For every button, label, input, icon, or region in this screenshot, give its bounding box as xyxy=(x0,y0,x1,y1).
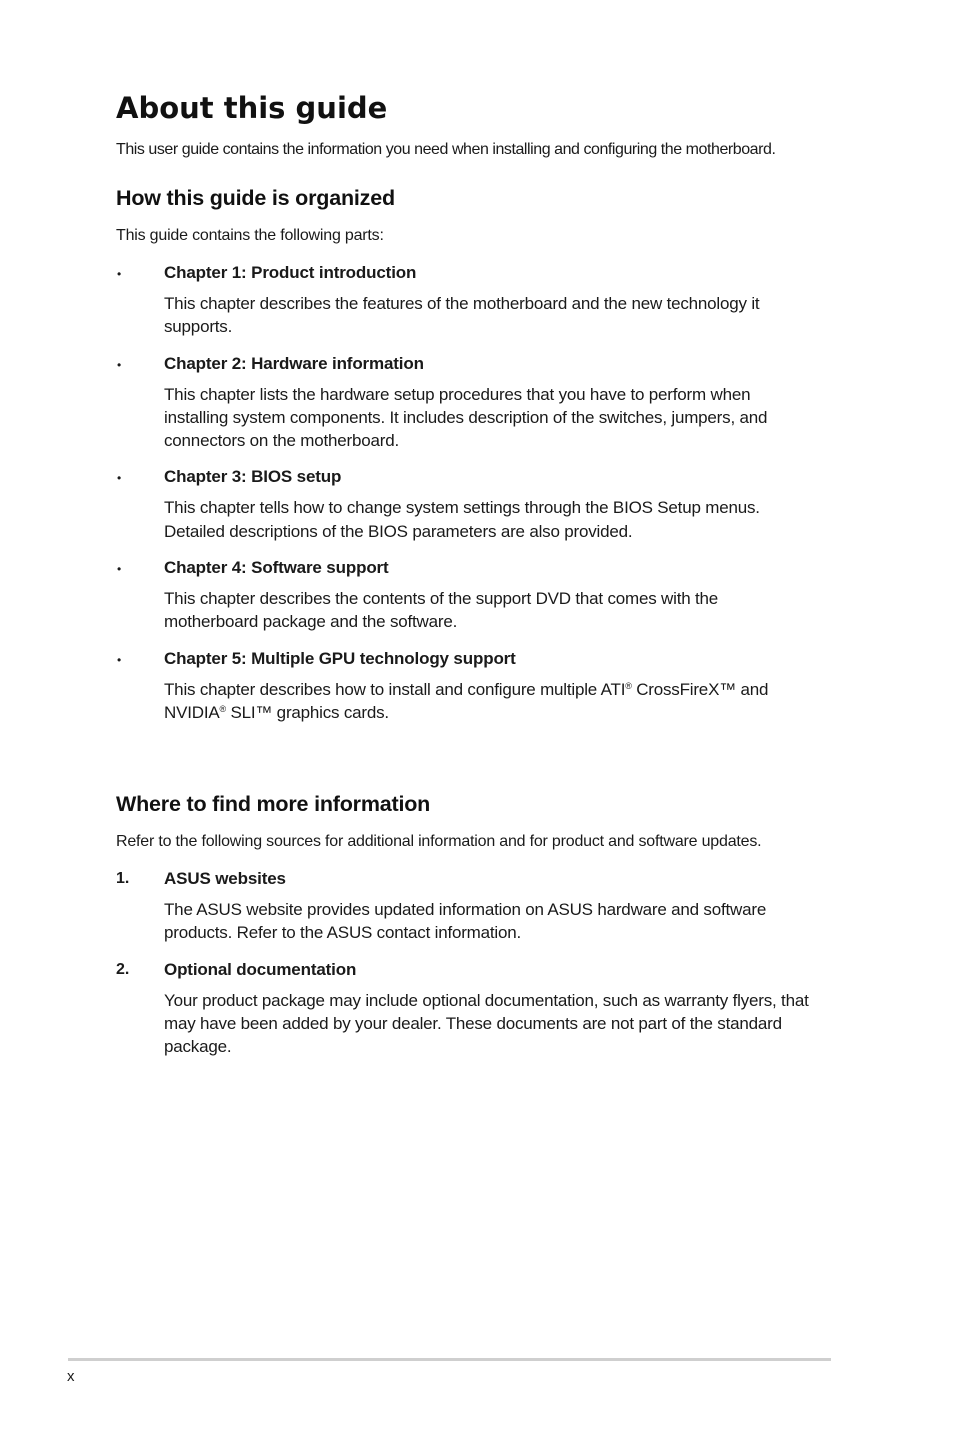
organized-heading: How this guide is organized xyxy=(116,186,395,210)
page-title: About this guide xyxy=(116,91,388,125)
chapter-description-text: SLI™ graphics cards. xyxy=(225,702,389,722)
footer-divider xyxy=(68,1358,831,1361)
source-list xyxy=(116,868,816,1058)
chapter-item-2 xyxy=(116,353,816,453)
source-number: 2. xyxy=(116,960,130,978)
chapter-title: Chapter 1: Product introduction xyxy=(164,263,417,282)
bullet-marker: • xyxy=(117,267,122,281)
chapter-title: Chapter 2: Hardware information xyxy=(164,353,424,373)
page-number: x xyxy=(67,1368,75,1385)
chapter-title: Chapter 4: Software support xyxy=(164,558,389,578)
chapter-item-5 xyxy=(116,648,816,725)
source-item-2 xyxy=(116,959,816,1059)
chapter-description-text: NVIDIA xyxy=(164,702,220,722)
organized-lead: This guide contains the following parts: xyxy=(116,227,384,244)
bullet-marker: • xyxy=(117,652,122,667)
chapter-list xyxy=(116,262,816,724)
registered-mark: ® xyxy=(219,703,226,714)
more-info-lead: Refer to the following sources for additional information and for product and software updates. xyxy=(116,833,762,850)
more-info-heading: Where to find more information xyxy=(116,792,431,816)
source-item-1 xyxy=(116,868,816,945)
chapter-description: This chapter describes the contents of the support DVD that comes with the motherboard package and the software. xyxy=(164,589,719,632)
source-title: Optional documentation xyxy=(164,959,357,979)
source-description: The ASUS website provides updated information on ASUS hardware and software products. Refer to the ASUS contact information. xyxy=(164,900,767,943)
bullet-marker: • xyxy=(117,357,122,372)
chapter-description: This chapter lists the hardware setup procedures that you have to perform when installing system components. It includes description of the switches, jumpers, and connectors on the motherboard. xyxy=(164,384,768,451)
source-description: Your product package may include optional documentation, such as warranty flyers, that may have been added by your dealer. These documents are not part of the standard package. xyxy=(164,990,809,1057)
chapter-item-1 xyxy=(116,262,816,339)
bullet-marker: • xyxy=(117,471,122,486)
chapter-title: Chapter 5: Multiple GPU technology support xyxy=(164,648,516,668)
source-number: 1. xyxy=(116,870,130,887)
chapter-description-text: This chapter describes how to install and configure multiple ATI xyxy=(164,679,626,699)
chapter-description: This chapter describes the features of the motherboard and the new technology it supports. xyxy=(164,294,760,337)
chapter-title: Chapter 3: BIOS setup xyxy=(164,467,342,487)
registered-mark: ® xyxy=(625,680,632,691)
bullet-marker: • xyxy=(117,562,122,577)
chapter-description-text: CrossFireX™ and xyxy=(631,679,769,699)
chapter-item-3 xyxy=(116,466,816,543)
intro-paragraph: This user guide contains the information you need when installing and configuring the motherboard. xyxy=(116,141,776,158)
source-title: ASUS websites xyxy=(164,869,286,888)
chapter-description: This chapter tells how to change system settings through the BIOS Setup menus. Detailed descriptions of the BIOS parameters are also provided. xyxy=(164,498,760,541)
chapter-item-4 xyxy=(116,557,816,634)
chapter-description xyxy=(164,678,816,725)
